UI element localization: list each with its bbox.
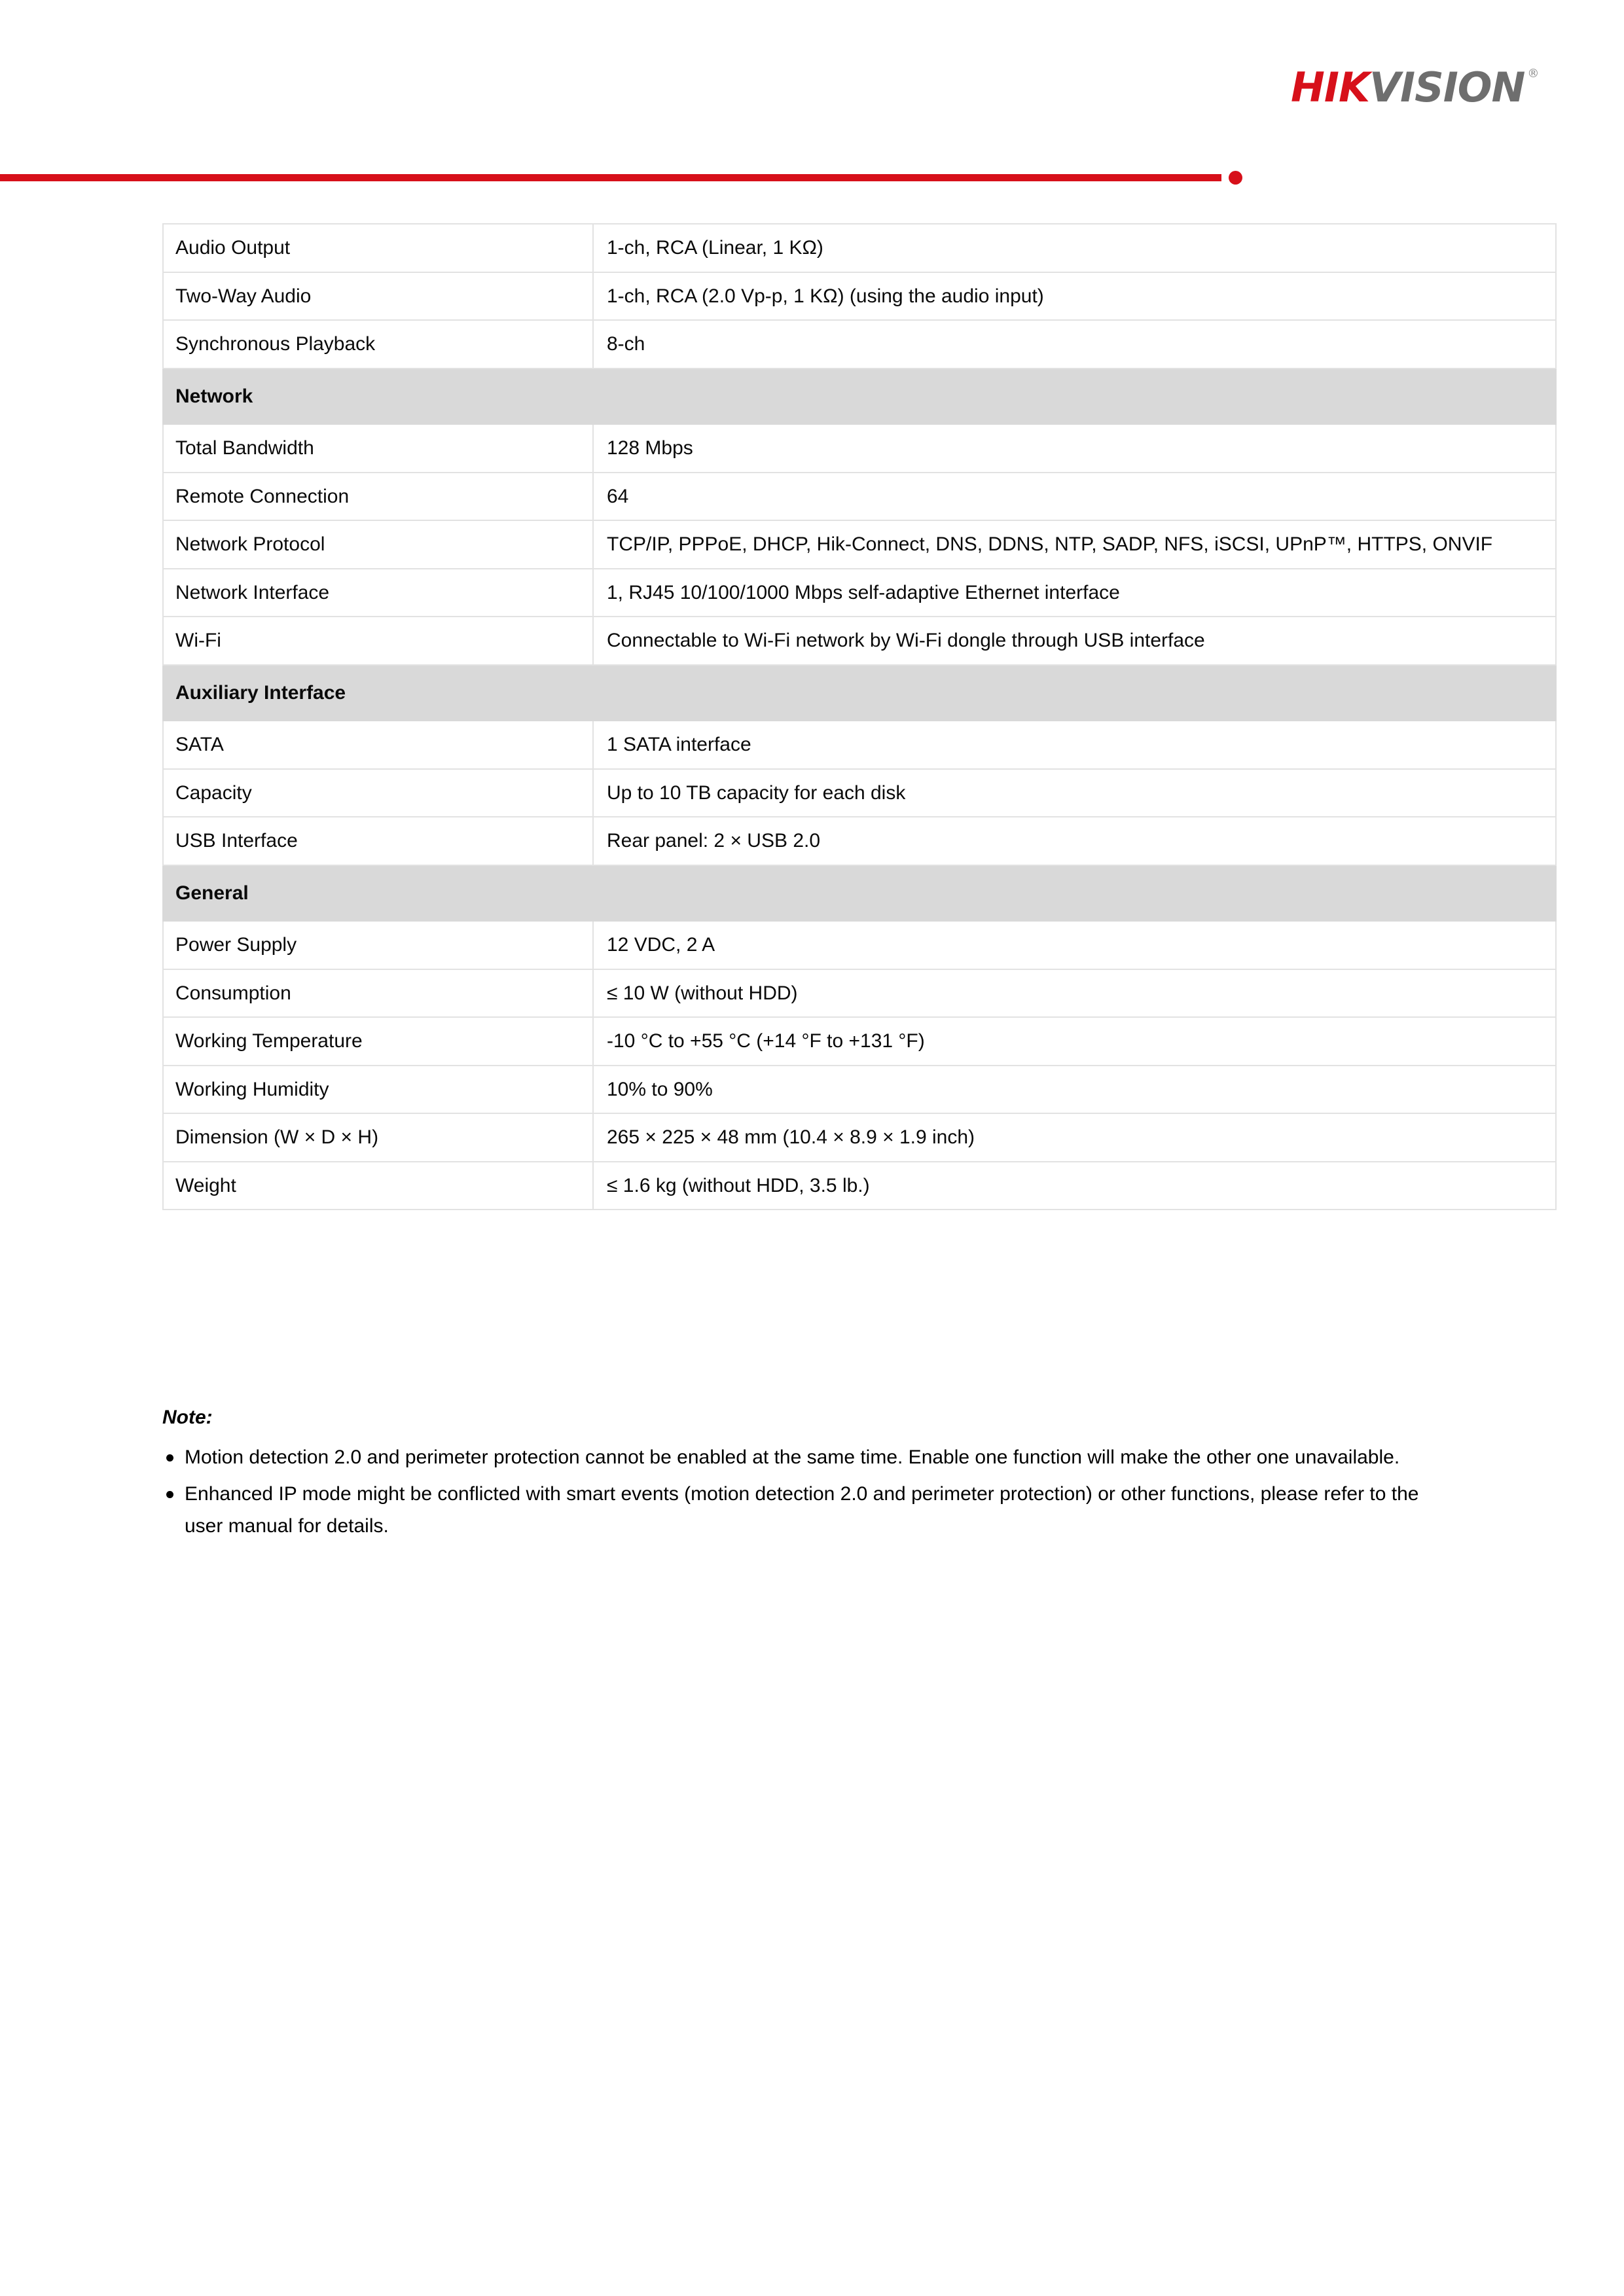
- bullet-dot-icon: [166, 1491, 173, 1498]
- spec-label-cell: Working Temperature: [163, 1017, 593, 1066]
- spec-value-cell: 64: [593, 473, 1556, 521]
- bullet-dot-icon: [166, 1454, 173, 1462]
- spec-label-cell: Power Supply: [163, 921, 593, 969]
- table-row: [163, 817, 1556, 865]
- spec-label-cell: Total Bandwidth: [163, 424, 593, 473]
- note-block: [162, 1402, 1458, 1547]
- note-title: Note:: [162, 1407, 213, 1428]
- spec-label-cell: Network Protocol: [163, 520, 593, 569]
- table-section-header-row: [163, 865, 1556, 922]
- spec-label-cell: Weight: [163, 1162, 593, 1210]
- spec-label-cell: Working Humidity: [163, 1066, 593, 1114]
- table-section-header-row: [163, 368, 1556, 425]
- spec-label-cell: Dimension (W × D × H): [163, 1113, 593, 1162]
- table-row: [163, 1017, 1556, 1066]
- specification-table-body: [163, 224, 1556, 1210]
- table-row: [163, 272, 1556, 321]
- spec-value-cell: Rear panel: 2 × USB 2.0: [593, 817, 1556, 865]
- hikvision-logo: [1291, 64, 1538, 111]
- logo-text-hik: HIK: [1291, 63, 1370, 111]
- table-row: [163, 617, 1556, 665]
- specification-table-container: [162, 223, 1555, 1210]
- section-header-label: Network: [163, 368, 1556, 425]
- spec-value-cell: 8-ch: [593, 320, 1556, 368]
- table-row: [163, 769, 1556, 817]
- table-row: [163, 569, 1556, 617]
- table-row: [163, 921, 1556, 969]
- table-row: [163, 224, 1556, 272]
- logo-text-vision: VISION: [1369, 63, 1525, 111]
- spec-value-cell: 10% to 90%: [593, 1066, 1556, 1114]
- spec-value-cell: Connectable to Wi-Fi network by Wi-Fi dongle through USB interface: [593, 617, 1556, 665]
- spec-label-cell: Remote Connection: [163, 473, 593, 521]
- note-item-text: Enhanced IP mode might be conflicted with smart events (motion detection 2.0 and perimeter protection) or other functions, please refer to the user manual for details.: [185, 1483, 1419, 1537]
- spec-value-cell: Up to 10 TB capacity for each disk: [593, 769, 1556, 817]
- spec-label-cell: SATA: [163, 721, 593, 769]
- table-row: [163, 320, 1556, 368]
- spec-value-cell: 1 SATA interface: [593, 721, 1556, 769]
- spec-label-cell: USB Interface: [163, 817, 593, 865]
- note-item-text: Motion detection 2.0 and perimeter protection cannot be enabled at the same time. Enable one function will make the other one unavailable.: [185, 1446, 1400, 1468]
- table-row: [163, 1066, 1556, 1114]
- table-section-header-row: [163, 665, 1556, 721]
- table-row: [163, 969, 1556, 1018]
- spec-value-cell: 1-ch, RCA (Linear, 1 KΩ): [593, 224, 1556, 272]
- spec-label-cell: Wi-Fi: [163, 617, 593, 665]
- table-row: [163, 424, 1556, 473]
- section-header-label: Auxiliary Interface: [163, 665, 1556, 721]
- table-row: [163, 1162, 1556, 1210]
- section-header-label: General: [163, 865, 1556, 922]
- spec-value-cell: 1, RJ45 10/100/1000 Mbps self-adaptive Ethernet interface: [593, 569, 1556, 617]
- spec-label-cell: Capacity: [163, 769, 593, 817]
- registered-trademark-icon: ®: [1527, 67, 1539, 81]
- spec-value-cell: ≤ 10 W (without HDD): [593, 969, 1556, 1018]
- note-list-item: [162, 1442, 1458, 1474]
- specification-table: [162, 223, 1557, 1210]
- spec-label-cell: Consumption: [163, 969, 593, 1018]
- header-red-dot-icon: [1229, 171, 1242, 185]
- spec-value-cell: 128 Mbps: [593, 424, 1556, 473]
- spec-value-cell: -10 °C to +55 °C (+14 °F to +131 °F): [593, 1017, 1556, 1066]
- table-row: [163, 721, 1556, 769]
- spec-value-cell: 265 × 225 × 48 mm (10.4 × 8.9 × 1.9 inch): [593, 1113, 1556, 1162]
- spec-label-cell: Synchronous Playback: [163, 320, 593, 368]
- table-row: [163, 1113, 1556, 1162]
- spec-value-cell: 1-ch, RCA (2.0 Vp-p, 1 KΩ) (using the audio input): [593, 272, 1556, 321]
- header-red-rule: [0, 174, 1221, 181]
- spec-value-cell: ≤ 1.6 kg (without HDD, 3.5 lb.): [593, 1162, 1556, 1210]
- note-list: [162, 1442, 1458, 1543]
- page-header: [0, 0, 1624, 196]
- spec-value-cell: TCP/IP, PPPoE, DHCP, Hik-Connect, DNS, DDNS, NTP, SADP, NFS, iSCSI, UPnP™, HTTPS, ONVIF: [593, 520, 1556, 569]
- note-list-item: [162, 1479, 1458, 1542]
- table-row: [163, 520, 1556, 569]
- table-row: [163, 473, 1556, 521]
- spec-value-cell: 12 VDC, 2 A: [593, 921, 1556, 969]
- spec-label-cell: Two-Way Audio: [163, 272, 593, 321]
- spec-label-cell: Audio Output: [163, 224, 593, 272]
- spec-label-cell: Network Interface: [163, 569, 593, 617]
